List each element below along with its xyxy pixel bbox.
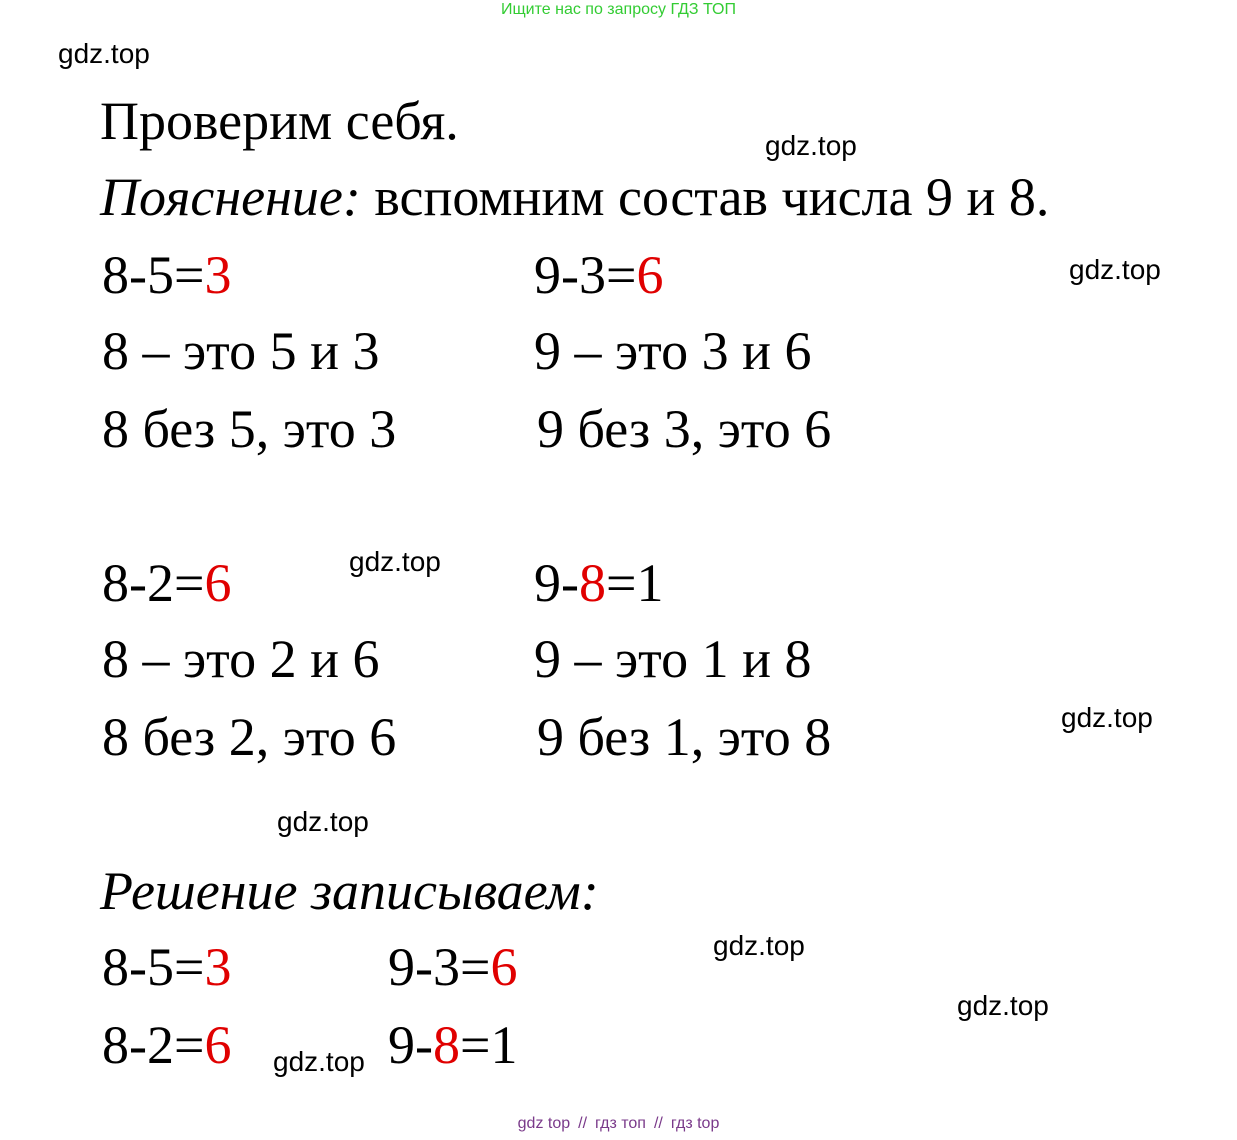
equation-prefix: 8-2= <box>102 553 205 613</box>
solution-row2-b <box>388 1015 518 1075</box>
equation-answer: 6 <box>204 1015 232 1075</box>
watermark: gdz.top <box>765 130 857 161</box>
block2-right-line2: 9 – это 1 и 8 <box>534 629 812 689</box>
footer <box>0 1116 1237 1132</box>
watermark: gdz.top <box>713 930 805 961</box>
equation-prefix: 8-5= <box>102 245 205 305</box>
equation-answer: 3 <box>204 245 232 305</box>
footer-separator: // <box>653 1115 663 1132</box>
equation-answer: 3 <box>204 937 232 997</box>
footer-separator: // <box>578 1115 588 1132</box>
block1-left-line3: 8 без 5, это 3 <box>102 399 397 459</box>
watermark: gdz.top <box>273 1046 365 1077</box>
block1-left-equation <box>102 245 232 305</box>
watermark: gdz.top <box>1061 702 1153 733</box>
equation-answer: 6 <box>490 937 518 997</box>
equation-answer: 8 <box>578 553 606 613</box>
equation-prefix: 9- <box>388 1015 433 1075</box>
block2-right-line3: 9 без 1, это 8 <box>537 707 832 767</box>
equation-prefix: 8-5= <box>102 937 205 997</box>
watermark: gdz.top <box>349 546 441 577</box>
top-banner: Ищите нас по запросу ГДЗ ТОП <box>501 1 736 18</box>
equation-answer: 6 <box>204 553 232 613</box>
footer-link-gdz-top[interactable]: gdz top <box>517 1115 571 1132</box>
explanation-text: вспомним состав числа 9 и 8. <box>360 167 1050 227</box>
block2-left-line2: 8 – это 2 и 6 <box>102 629 380 689</box>
footer-link-gdz-top-mixed[interactable]: гдз top <box>670 1115 720 1132</box>
solution-row2-a <box>102 1015 232 1075</box>
equation-prefix: 8-2= <box>102 1015 205 1075</box>
block2-left-line3: 8 без 2, это 6 <box>102 707 397 767</box>
watermark: gdz.top <box>1069 254 1161 285</box>
equation-prefix: 9-3= <box>534 245 637 305</box>
block1-right-line3: 9 без 3, это 6 <box>537 399 832 459</box>
explanation-line <box>100 167 1050 227</box>
watermark: gdz.top <box>58 38 150 69</box>
watermark: gdz.top <box>957 990 1049 1021</box>
footer-link-gdz-top-ru[interactable]: гдз топ <box>595 1115 646 1132</box>
solution-row1-b <box>388 937 518 997</box>
equation-prefix: 9- <box>534 553 579 613</box>
watermark: gdz.top <box>277 806 369 837</box>
block2-left-equation <box>102 553 232 613</box>
page-title: Проверим себя. <box>100 91 459 151</box>
equation-suffix: =1 <box>605 553 664 613</box>
equation-answer: 8 <box>432 1015 460 1075</box>
solution-row1-a <box>102 937 232 997</box>
block2-right-equation <box>534 553 664 613</box>
explanation-label: Пояснение: <box>100 167 361 227</box>
block1-left-line2: 8 – это 5 и 3 <box>102 321 380 381</box>
block1-right-equation <box>534 245 664 305</box>
equation-suffix: =1 <box>459 1015 518 1075</box>
equation-prefix: 9-3= <box>388 937 491 997</box>
solution-heading: Решение записываем: <box>100 861 599 921</box>
block1-right-line2: 9 – это 3 и 6 <box>534 321 812 381</box>
equation-answer: 6 <box>636 245 664 305</box>
